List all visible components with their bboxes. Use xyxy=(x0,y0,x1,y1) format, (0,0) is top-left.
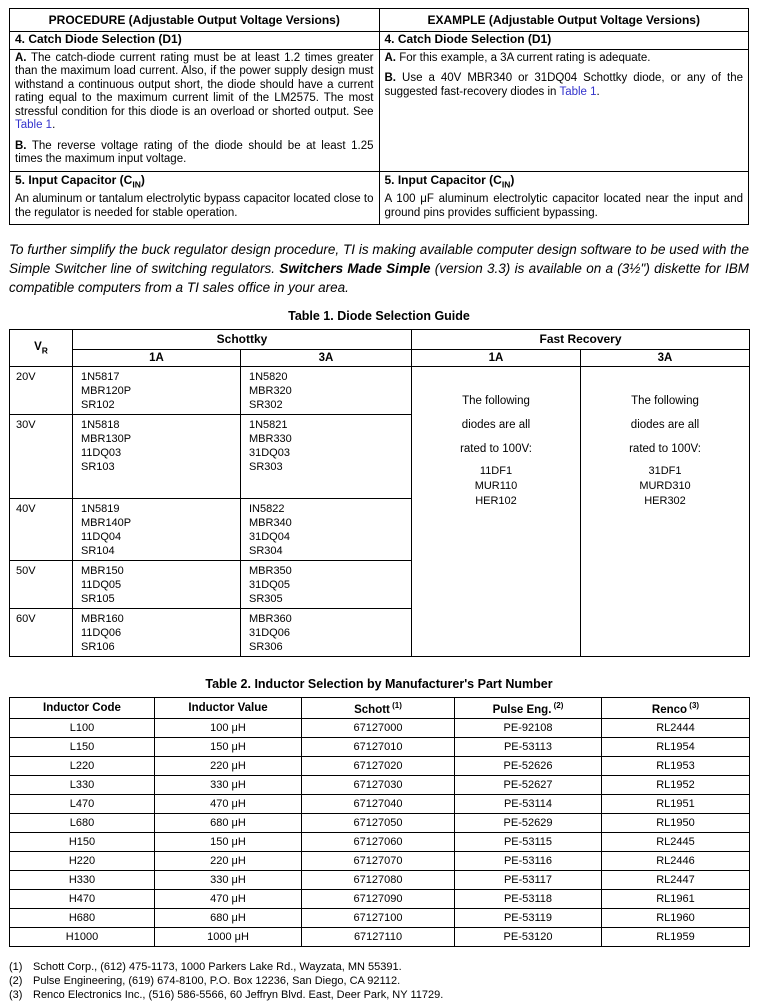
procedure-example-header-row xyxy=(10,9,749,32)
inductor-cell: 1000 μH xyxy=(155,928,302,947)
table2-column-header xyxy=(455,698,602,719)
fast-recovery-note-line: rated to 100V: xyxy=(460,443,532,456)
fast-recovery-note-line: The following xyxy=(631,395,699,408)
inductor-cell: 330 μH xyxy=(155,776,302,795)
vr-value: 60V xyxy=(10,609,73,657)
inductor-cell: 150 μH xyxy=(155,833,302,852)
part-number: SR103 xyxy=(81,461,115,474)
inductor-cell: 150 μH xyxy=(155,738,302,757)
paragraph-text: The reverse voltage rating of the diode should be at least 1.25 times the maximum input voltage. xyxy=(15,139,374,165)
inductor-cell: PE-53115 xyxy=(455,833,602,852)
inductor-cell: RL2445 xyxy=(602,833,750,852)
cin-subscript: IN xyxy=(132,178,141,189)
paragraph-label: B. xyxy=(15,139,27,152)
paragraph-text: . xyxy=(596,85,600,98)
inductor-cell: RL1960 xyxy=(602,909,750,928)
part-number: SR305 xyxy=(249,593,283,606)
diode-selection-table xyxy=(9,329,750,657)
part-number: 1N5817 xyxy=(81,371,120,384)
step4-example-paragraph-b xyxy=(385,72,744,99)
step5-example-title: 5. Input Capacitor $(C_{IN})$ xyxy=(384,172,515,189)
part-number: 11DQ05 xyxy=(81,579,122,592)
fast-recovery-parts xyxy=(587,464,743,509)
schottky-1a-parts xyxy=(73,609,241,657)
procedure-column-header: PROCEDURE (Adjustable Output Voltage Versions) xyxy=(10,9,380,32)
table2-column-header xyxy=(10,698,155,719)
procedure-example-table xyxy=(9,8,749,225)
paragraph-label: B. xyxy=(384,72,396,84)
part-number: 11DQ03 xyxy=(81,447,122,460)
part-number: 31DQ06 xyxy=(249,627,290,640)
step4-procedure-paragraph-b xyxy=(15,140,374,167)
note-text: (version 3.3) is available on a (3½") diskette for IBM compatible computers from a TI sales office in your area. xyxy=(9,261,749,296)
part-number: MUR110 xyxy=(474,480,518,493)
table2-column-header xyxy=(602,698,750,719)
step5-procedure-cell xyxy=(10,171,380,225)
vr-value: 50V xyxy=(10,561,73,609)
fast-recovery-1a-cell xyxy=(412,367,581,657)
step4-procedure-paragraph-a xyxy=(15,52,374,133)
inductor-cell: 67127070 xyxy=(302,852,455,871)
part-number: MURD310 xyxy=(639,480,691,493)
inductor-cell: RL1951 xyxy=(602,795,750,814)
footnote xyxy=(9,988,757,1002)
part-number: MBR120P xyxy=(81,385,132,398)
inductor-row-H150 xyxy=(10,833,750,852)
part-number: MBR360 xyxy=(249,613,292,626)
part-number: MBR140P xyxy=(81,517,132,530)
inductor-cell: 67127090 xyxy=(302,890,455,909)
part-number: 1N5821 xyxy=(249,419,288,432)
inductor-cell: 67127040 xyxy=(302,795,455,814)
table2-column-header xyxy=(155,698,302,719)
inductor-cell: 67127060 xyxy=(302,833,455,852)
inductor-cell: L150 xyxy=(10,738,155,757)
inductor-cell: PE-53113 xyxy=(455,738,602,757)
step4-procedure-cell xyxy=(10,49,380,171)
paragraph-text: The catch-diode current rating must be at least 1.2 times greater than the maximum load current. Also, if the power supply design must withstand a continuous output short, the diode should have a current rating equal to the maximum current limit of the LM2575. The most stressful condition for this diode is an overload or shorted output. See xyxy=(15,51,374,118)
step5-procedure-title: 5. Input Capacitor $(C_{IN})$ xyxy=(15,172,145,189)
part-number: SR303 xyxy=(249,461,283,474)
part-number: MBR350 xyxy=(249,565,292,578)
inductor-row-L150 xyxy=(10,738,750,757)
table2-title: Table 2. Inductor Selection by Manufacturer's Part Number xyxy=(205,677,553,692)
inductor-cell: H220 xyxy=(10,852,155,871)
step4-procedure-title: 4. Catch Diode Selection (D1) xyxy=(10,32,380,50)
inductor-cell: RL1952 xyxy=(602,776,750,795)
inductor-cell: H330 xyxy=(10,871,155,890)
inductor-cell: 67127100 xyxy=(302,909,455,928)
schottky-1a-header: 1A xyxy=(73,350,241,367)
inductor-cell: 67127080 xyxy=(302,871,455,890)
part-number: MBR150 xyxy=(81,565,124,578)
inductor-cell: PE-53119 xyxy=(455,909,602,928)
inductor-row-H470 xyxy=(10,890,750,909)
footnote xyxy=(9,974,757,988)
part-number: 11DQ06 xyxy=(81,627,122,640)
part-number: SR106 xyxy=(81,641,115,654)
fast-recovery-3a-header: 3A xyxy=(581,350,750,367)
part-number: MBR130P xyxy=(81,433,132,446)
footnote-text: Renco Electronics Inc., (516) 586-5566, 60 Jeffryn Blvd. East, Deer Park, NY 11729. xyxy=(33,989,444,1002)
part-number: SR302 xyxy=(249,399,283,412)
part-number: 11DQ04 xyxy=(81,531,122,544)
footnote-number: (1) xyxy=(9,961,23,974)
footnote-text: Schott Corp., (612) 475-1173, 1000 Parkers Lake Rd., Wayzata, MN 55391. xyxy=(33,961,402,974)
vr-value: 20V xyxy=(10,367,73,415)
inductor-cell: L220 xyxy=(10,757,155,776)
step5-example-cell xyxy=(379,171,749,225)
inductor-cell: 67127000 xyxy=(302,719,455,738)
inductor-cell: RL2446 xyxy=(602,852,750,871)
part-number: MBR340 xyxy=(249,517,292,530)
step4-title-row xyxy=(10,32,749,50)
vr-subscript: R xyxy=(41,345,48,356)
fast-recovery-note-line: rated to 100V: xyxy=(629,443,701,456)
inductor-cell: PE-52626 xyxy=(455,757,602,776)
part-number: 1N5820 xyxy=(249,371,288,384)
footnotes xyxy=(9,960,757,1002)
fast-recovery-3a-cell xyxy=(581,367,750,657)
note-bold-title: Switchers Made Simple xyxy=(279,261,431,277)
inductor-row-H680 xyxy=(10,909,750,928)
part-number: MBR320 xyxy=(249,385,292,398)
vr-value: 40V xyxy=(10,499,73,561)
note-text: To further simplify the buck regulator design procedure, TI is making available computer design software to be used with the Simple Switcher line of switching regulators. xyxy=(9,242,749,277)
paragraph-text: . xyxy=(52,119,56,131)
inductor-cell: PE-92108 xyxy=(455,719,602,738)
inductor-cell: PE-53116 xyxy=(455,852,602,871)
inductor-cell: RL2444 xyxy=(602,719,750,738)
vr-column-header: $V_R$ xyxy=(10,330,73,367)
footnote-marker: (1) xyxy=(389,701,402,711)
example-column-header: EXAMPLE (Adjustable Output Voltage Versions) xyxy=(379,9,749,32)
inductor-row-L330 xyxy=(10,776,750,795)
schottky-3a-parts xyxy=(241,499,412,561)
footnote-marker: (2) xyxy=(551,701,564,711)
schottky-1a-parts xyxy=(73,561,241,609)
inductor-selection-table xyxy=(9,697,750,947)
table2-column-header xyxy=(302,698,455,719)
fast-recovery-note-line: diodes are all xyxy=(461,419,531,432)
inductor-cell: 470 μH xyxy=(155,795,302,814)
footnote-marker: (3) xyxy=(687,701,700,711)
inductor-cell: L680 xyxy=(10,814,155,833)
paragraph-label: A. xyxy=(384,51,396,64)
paragraph-text: Use a 40V MBR340 or 31DQ04 Schottky diode, or any of the suggested fast-recovery diodes in xyxy=(384,72,743,98)
part-number: HER102 xyxy=(475,495,517,508)
cin-subscript: IN xyxy=(501,178,511,189)
part-number: SR304 xyxy=(249,545,283,558)
header-label: Inductor Value xyxy=(188,702,268,715)
part-number: MBR330 xyxy=(249,433,292,446)
part-number: MBR160 xyxy=(81,613,124,626)
vr-value: 30V xyxy=(10,415,73,499)
software-note-paragraph xyxy=(9,240,749,297)
inductor-cell: RL1959 xyxy=(602,928,750,947)
schottky-3a-parts xyxy=(241,561,412,609)
inductor-row-L680 xyxy=(10,814,750,833)
table1-subheader-row xyxy=(10,350,750,367)
header-label: Renco xyxy=(651,704,688,717)
inductor-cell: RL1953 xyxy=(602,757,750,776)
header-label: Pulse Eng. xyxy=(492,704,552,717)
inductor-row-H330 xyxy=(10,871,750,890)
inductor-cell: 220 μH xyxy=(155,852,302,871)
inductor-cell: 470 μH xyxy=(155,890,302,909)
step4-body-row xyxy=(10,49,749,171)
inductor-cell: PE-53118 xyxy=(455,890,602,909)
schottky-1a-parts xyxy=(73,367,241,415)
part-number: 31DF1 xyxy=(648,465,682,478)
inductor-cell: L470 xyxy=(10,795,155,814)
step4-example-paragraph-a xyxy=(385,52,744,66)
inductor-cell: RL2447 xyxy=(602,871,750,890)
part-number: 11DF1 xyxy=(479,465,513,478)
diode-row-20V xyxy=(10,367,750,415)
part-number: 31DQ05 xyxy=(249,579,290,592)
inductor-cell: 67127110 xyxy=(302,928,455,947)
part-number: SR306 xyxy=(249,641,283,654)
part-number: HER302 xyxy=(644,495,686,508)
inductor-cell: H680 xyxy=(10,909,155,928)
inductor-cell: L100 xyxy=(10,719,155,738)
step5-example-text: A 100 μF aluminum electrolytic capacitor located near the input and ground pins provides sufficient bypassing. xyxy=(384,193,743,219)
inductor-cell: 67127030 xyxy=(302,776,455,795)
inductor-cell: 680 μH xyxy=(155,909,302,928)
inductor-cell: H150 xyxy=(10,833,155,852)
inductor-cell: PE-53120 xyxy=(455,928,602,947)
inductor-row-L100 xyxy=(10,719,750,738)
inductor-cell: L330 xyxy=(10,776,155,795)
inductor-cell: 67127020 xyxy=(302,757,455,776)
fast-recovery-group-header: Fast Recovery xyxy=(412,330,750,350)
inductor-cell: PE-53117 xyxy=(455,871,602,890)
footnote-text: Pulse Engineering, (619) 674-8100, P.O. Box 12236, San Diego, CA 92112. xyxy=(33,975,401,988)
schottky-3a-parts xyxy=(241,609,412,657)
part-number: 31DQ04 xyxy=(249,531,290,544)
header-label: Schott xyxy=(354,704,390,717)
inductor-cell: 220 μH xyxy=(155,757,302,776)
fast-recovery-parts xyxy=(418,464,574,509)
inductor-row-H1000 xyxy=(10,928,750,947)
fast-recovery-note-line: The following xyxy=(462,395,530,408)
inductor-cell: 100 μH xyxy=(155,719,302,738)
fast-recovery-note-line: diodes are all xyxy=(630,419,700,432)
table1-title: Table 1. Diode Selection Guide xyxy=(288,309,470,324)
part-number: 1N5819 xyxy=(81,503,120,516)
schottky-3a-parts xyxy=(241,367,412,415)
inductor-cell: PE-53114 xyxy=(455,795,602,814)
inductor-cell: RL1950 xyxy=(602,814,750,833)
table1-group-header-row xyxy=(10,330,750,350)
schottky-3a-header: 3A xyxy=(241,350,412,367)
inductor-cell: PE-52629 xyxy=(455,814,602,833)
inductor-cell: PE-52627 xyxy=(455,776,602,795)
schottky-3a-parts xyxy=(241,415,412,499)
part-number: 1N5818 xyxy=(81,419,120,432)
part-number: SR105 xyxy=(81,593,115,606)
paragraph-text: For this example, a 3A current rating is adequate. xyxy=(396,51,651,64)
inductor-cell: H470 xyxy=(10,890,155,909)
paragraph-label: A. xyxy=(15,51,27,64)
inductor-cell: 67127010 xyxy=(302,738,455,757)
inductor-cell: RL1961 xyxy=(602,890,750,909)
inductor-row-L470 xyxy=(10,795,750,814)
part-number: IN5822 xyxy=(249,503,285,516)
inductor-cell: RL1954 xyxy=(602,738,750,757)
header-label: Inductor Code xyxy=(43,702,121,715)
footnote-number: (3) xyxy=(9,989,23,1002)
schottky-1a-parts xyxy=(73,499,241,561)
table1-link-procedure[interactable]: Table 1 xyxy=(15,119,53,131)
part-number: SR104 xyxy=(81,545,115,558)
schottky-group-header: Schottky xyxy=(73,330,412,350)
footnote-number: (2) xyxy=(9,975,23,988)
inductor-cell: H1000 xyxy=(10,928,155,947)
footnote xyxy=(9,960,757,974)
table2-header-row xyxy=(10,698,750,719)
step5-procedure-text: An aluminum or tantalum electrolytic bypass capacitor located close to the regulator is needed for stable operation. xyxy=(15,193,374,219)
inductor-row-H220 xyxy=(10,852,750,871)
step4-example-title: 4. Catch Diode Selection (D1) xyxy=(379,32,749,50)
inductor-cell: 67127050 xyxy=(302,814,455,833)
schottky-1a-parts xyxy=(73,415,241,499)
inductor-cell: 680 μH xyxy=(155,814,302,833)
part-number: SR102 xyxy=(81,399,115,412)
step4-example-cell xyxy=(379,49,749,171)
step5-row xyxy=(10,171,749,225)
table1-link-example[interactable]: Table 1 xyxy=(559,85,597,98)
fast-recovery-1a-header: 1A xyxy=(412,350,581,367)
inductor-cell: 330 μH xyxy=(155,871,302,890)
part-number: 31DQ03 xyxy=(249,447,290,460)
inductor-row-L220 xyxy=(10,757,750,776)
